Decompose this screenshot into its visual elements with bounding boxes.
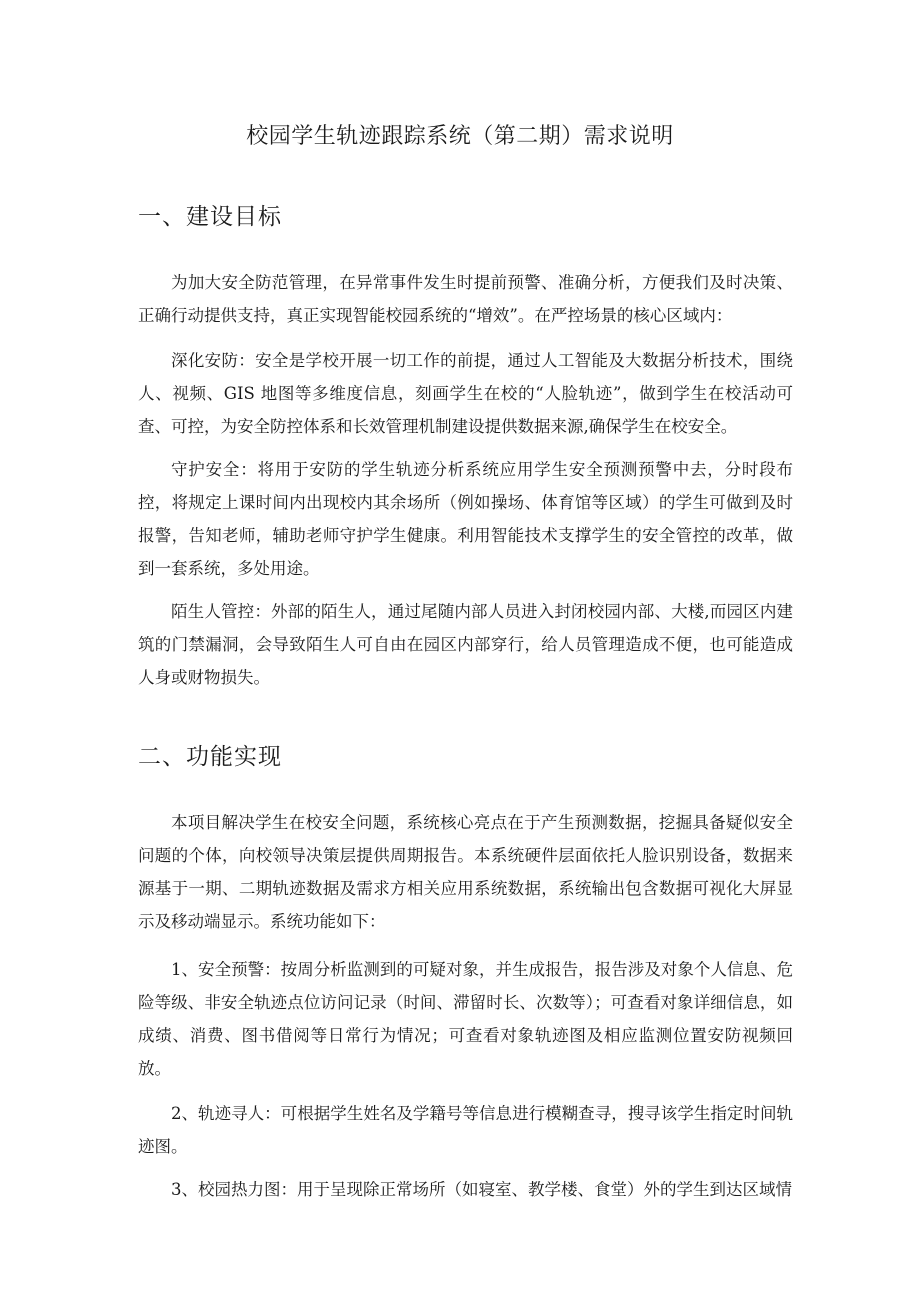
paragraph-overview: 本项目解决学生在校安全问题，系统核心亮点在于产生预测数据，挖掘具备疑似安全问题的个体，向校领导决策层提供周期报告。本系统硬件层面依托人脸识别设备，数据来源基于一期、二期轨迹数据及需求方相关应用系统数据，系统输出包含数据可视化大屏显示及移动端显示。系统功能如下： [138,813,793,931]
list-item-heatmap: 3、校园热力图：用于呈现除正常场所（如寝室、教学楼、食堂）外的学生到达区域情 [171,1180,792,1199]
paragraph-deepen-security: 深化安防：安全是学校开展一切工作的前提，通过人工智能及大数据分析技术，围绕人、视频、GIS 地图等多维度信息，刻画学生在校的“人脸轨迹”，做到学生在校活动可查、可控，为安全防控体系和长效管理机制建设提供数据来源,确保学生在校安全。 [138,351,793,436]
list-item-track-search: 2、轨迹寻人：可根据学生姓名及学籍号等信息进行模糊查寻，搜寻该学生指定时间轨迹图。 [138,1104,793,1156]
paragraph-guard-safety: 守护安全：将用于安防的学生轨迹分析系统应用学生安全预测预警中去，分时段布控，将规定上课时间内出现校内其余场所（例如操场、体育馆等区域）的学生可做到及时报警，告知老师，辅助老师守护学生健康。利用智能技术支撑学生的安全管控的改革，做到一套系统，多处用途。 [138,460,793,578]
section-heading-functions: 二、功能实现 [138,744,282,770]
list-item-safety-warning: 1、安全预警：按周分析监测到的可疑对象，并生成报告，报告涉及对象个人信息、危险等级、非安全轨迹点位访问记录（时间、滞留时长、次数等）；可查看对象详细信息，如成绩、消费、图书借阅等日常行为情况；可查看对象轨迹图及相应监测位置安防视频回放。 [138,960,793,1078]
paragraph-stranger-control: 陌生人管控：外部的陌生人，通过尾随内部人员进入封闭校园内部、大楼,而园区内建筑的门禁漏洞，会导致陌生人可自由在园区内部穿行，给人员管理造成不便，也可能造成人身或财物损失。 [138,602,793,687]
section-heading-goals: 一、建设目标 [138,204,282,230]
document-title: 校园学生轨迹跟踪系统（第二期）需求说明 [246,124,674,149]
paragraph-intro: 为加大安全防范管理，在异常事件发生时提前预警、准确分析，方便我们及时决策、正确行动提供支持，真正实现智能校园系统的“增效”。在严控场景的核心区域内： [138,273,793,325]
